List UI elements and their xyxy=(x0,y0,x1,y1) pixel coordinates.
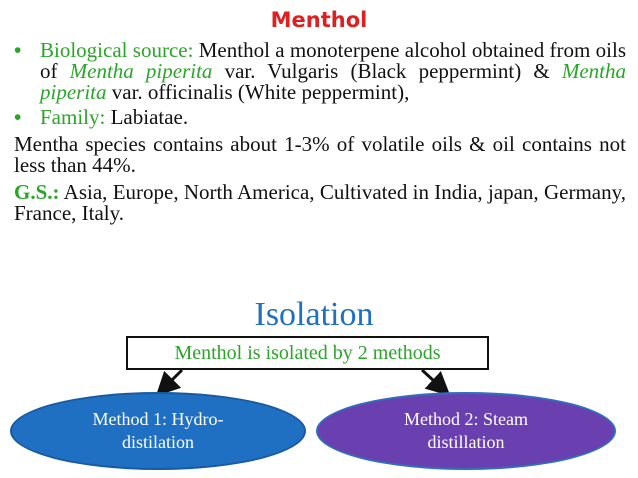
method-1-line-1: Method 1: Hydro- xyxy=(92,409,224,429)
family-value: Labiatae. xyxy=(105,105,189,129)
volatile-oil-paragraph: Mentha species contains about 1-3% of volatile oils & oil contains not less than 44%. xyxy=(14,132,626,177)
gs-label: G.S.: xyxy=(14,180,60,204)
bullet-dot-icon: • xyxy=(14,106,22,129)
species-name-2: Mentha piperita xyxy=(40,59,626,104)
arrow-right xyxy=(422,370,446,392)
biological-source-text-c: var. officinalis (White peppermint), xyxy=(106,80,410,104)
isolation-heading: Isolation xyxy=(254,296,374,333)
slide-title: Menthol xyxy=(270,8,368,32)
method-2-oval xyxy=(316,392,616,470)
isolation-methods-box: Menthol is isolated by 2 methods xyxy=(126,336,489,370)
method-2-line-2: distillation xyxy=(427,432,505,452)
biological-source-text-b: var. Vulgaris (Black peppermint) & xyxy=(212,59,562,83)
method-1-line-2: distilation xyxy=(121,432,194,452)
biological-source-label: Biological source: xyxy=(40,38,194,62)
family-label: Family: xyxy=(40,105,106,129)
bullet-dot-icon: • xyxy=(14,39,22,62)
method-1-oval xyxy=(10,392,306,470)
biological-source-text-a: Menthol a monoterpene alcohol obtained from oils of xyxy=(40,38,626,83)
species-name-1: Mentha piperita xyxy=(69,59,213,83)
gs-value: Asia, Europe, North America, Cultivated in India, japan, Germany, France, Italy. xyxy=(14,180,626,225)
arrow-left xyxy=(160,370,182,392)
method-2-line-1: Method 2: Steam xyxy=(404,409,528,429)
